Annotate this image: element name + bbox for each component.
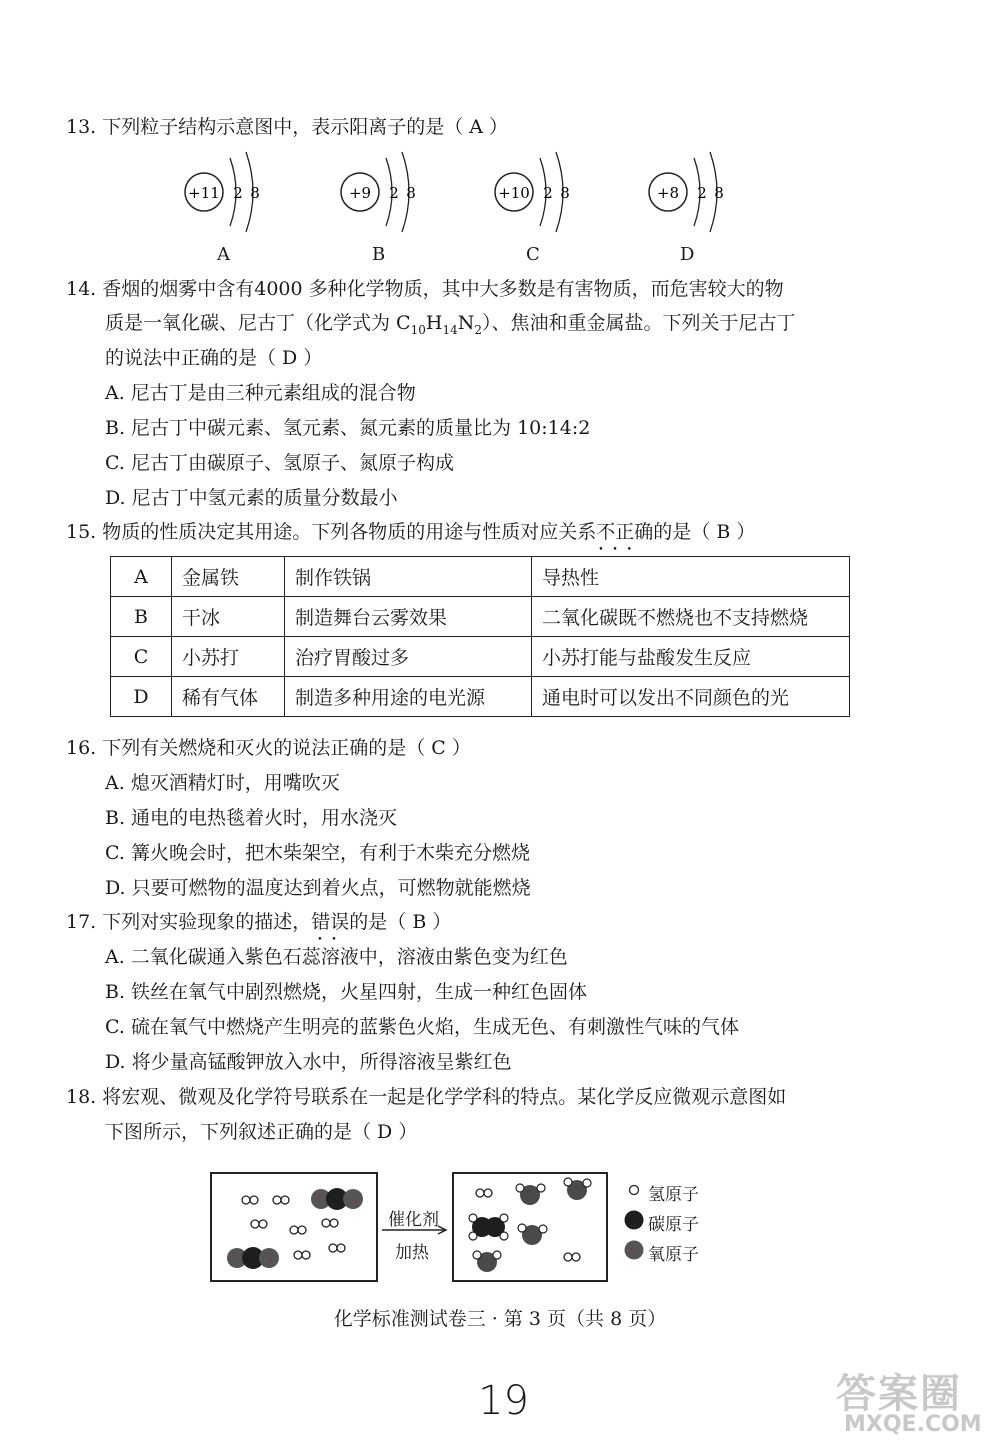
table-cell: 二氧化碳既不燃烧也不支持燃烧 xyxy=(532,597,850,637)
svg-text:2: 2 xyxy=(389,184,399,202)
nucleus-a: +11 xyxy=(188,184,220,202)
atom-diagram-b xyxy=(336,148,436,236)
hydrogen-atom-icon xyxy=(630,1186,639,1195)
q15-table xyxy=(110,556,850,717)
table-cell: 制作铁锅 xyxy=(285,557,532,597)
catalyst-label: 催化剂 xyxy=(388,1210,439,1230)
q17-option-a: A. 二氧化碳通入紫色石蕊溶液中，溶液由紫色变为红色 xyxy=(105,946,568,968)
table-cell: A xyxy=(111,557,172,597)
q14-option-b: B. 尼古丁中碳元素、氢元素、氮元素的质量比为 10:14:2 xyxy=(105,417,591,439)
watermark-text: 答案圈 xyxy=(836,1371,962,1417)
table-cell: C xyxy=(111,637,172,677)
table-cell: B xyxy=(111,597,172,637)
q13-stem: 13. 下列粒子结构示意图中，表示阳离子的是（ A ） xyxy=(66,116,509,138)
table-cell: D xyxy=(111,677,172,717)
q15-stem: 15. 物质的性质决定其用途。下列各物质的用途与性质对应关系不正确 • • •的是（ B ） xyxy=(66,520,755,544)
table-cell: 治疗胃酸过多 xyxy=(285,637,532,677)
atom-legend-icons xyxy=(622,1180,648,1266)
atom-label-b: B xyxy=(372,244,386,265)
oxygen-atom-icon xyxy=(625,1241,644,1260)
q16-option-c: C. 篝火晚会时，把木柴架空，有利于木柴充分燃烧 xyxy=(105,842,530,864)
q16-option-d: D. 只要可燃物的温度达到着火点，可燃物就能燃烧 xyxy=(105,877,531,899)
q16-stem: 16. 下列有关燃烧和灭火的说法正确的是（ C ） xyxy=(66,737,471,759)
nucleus-c: +10 xyxy=(498,184,530,202)
table-cell: 通电时可以发出不同颜色的光 xyxy=(532,677,850,717)
table-row xyxy=(111,597,850,637)
atom-label-a: A xyxy=(217,244,230,265)
atom-diagram-a xyxy=(180,148,280,236)
table-cell: 制造舞台云雾效果 xyxy=(285,597,532,637)
q14-option-a: A. 尼古丁是由三种元素组成的混合物 xyxy=(105,382,416,404)
svg-text:2: 2 xyxy=(233,184,243,202)
table-row xyxy=(111,637,850,677)
legend-oxygen: 氧原子 xyxy=(648,1245,699,1265)
svg-text:8: 8 xyxy=(560,184,570,202)
table-cell: 小苏打 xyxy=(172,637,285,677)
page-footer: 化学标准测试卷三 · 第 3 页（共 8 页） xyxy=(333,1308,667,1330)
q17-stem: 17. 下列对实验现象的描述，错误 • •的是（ B ） xyxy=(66,910,451,934)
heat-label: 加热 xyxy=(395,1243,429,1263)
q17-option-d: D. 将少量高锰酸钾放入水中，所得溶液呈紫红色 xyxy=(105,1051,512,1073)
q17-option-c: C. 硫在氧气中燃烧产生明亮的蓝紫色火焰，生成无色、有刺激性气味的气体 xyxy=(105,1016,739,1038)
q18-line2: 下图所示，下列叙述正确的是（ D ） xyxy=(105,1121,418,1143)
q14-option-c: C. 尼古丁由碳原子、氢原子、氮原子构成 xyxy=(105,452,454,474)
handwritten-page-number: 19 xyxy=(478,1378,529,1424)
q14-option-d: D. 尼古丁中氢元素的质量分数最小 xyxy=(105,487,398,509)
q17-emphasis: 错误 • • xyxy=(311,910,349,934)
svg-text:2: 2 xyxy=(543,184,553,202)
table-cell: 小苏打能与盐酸发生反应 xyxy=(532,637,850,677)
atom-label-d: D xyxy=(680,244,695,265)
q17-option-b: B. 铁丝在氧气中剧烈燃烧，火星四射，生成一种红色固体 xyxy=(105,981,588,1003)
svg-text:8: 8 xyxy=(406,184,416,202)
watermark-url: MXQE.COM xyxy=(844,1412,982,1437)
q16-option-a: A. 熄灭酒精灯时，用嘴吹灭 xyxy=(105,772,340,794)
table-cell: 稀有气体 xyxy=(172,677,285,717)
table-cell: 导热性 xyxy=(532,557,850,597)
atom-diagram-c xyxy=(490,148,590,236)
reactants-box xyxy=(210,1172,378,1282)
products-box xyxy=(452,1172,608,1282)
table-row xyxy=(111,677,850,717)
svg-text:8: 8 xyxy=(250,184,260,202)
atom-label-c: C xyxy=(526,244,540,265)
q14-line2: 质是一氧化碳、尼古丁（化学式为 $C_{10}H_{14}N_2$）、焦油和重金属盐。下列关于尼古丁 xyxy=(105,312,796,337)
nucleus-b: +9 xyxy=(348,184,372,202)
nucleus-d: +8 xyxy=(656,184,680,202)
table-row xyxy=(111,557,850,597)
table-cell: 干冰 xyxy=(172,597,285,637)
atom-diagram-d xyxy=(644,148,744,236)
q18-line1: 18. 将宏观、微观及化学符号联系在一起是化学学科的特点。某化学反应微观示意图如 xyxy=(66,1086,787,1108)
legend-carbon: 碳原子 xyxy=(648,1215,699,1235)
legend-hydrogen: 氢原子 xyxy=(648,1185,699,1205)
watermark-logo xyxy=(836,1362,986,1444)
reaction-arrow-icon xyxy=(380,1224,450,1236)
q16-option-b: B. 通电的电热毯着火时，用水浇灭 xyxy=(105,807,398,829)
table-cell: 金属铁 xyxy=(172,557,285,597)
q14-line1: 14. 香烟的烟雾中含有4000 多种化学物质，其中大多数是有害物质，而危害较大的物 xyxy=(66,278,784,300)
svg-text:2: 2 xyxy=(697,184,707,202)
table-cell: 制造多种用途的电光源 xyxy=(285,677,532,717)
q15-emphasis: 不正确 • • • xyxy=(596,520,653,544)
carbon-atom-icon xyxy=(625,1211,644,1230)
svg-text:8: 8 xyxy=(714,184,724,202)
q14-line3: 的说法中正确的是（ D ） xyxy=(105,347,323,369)
